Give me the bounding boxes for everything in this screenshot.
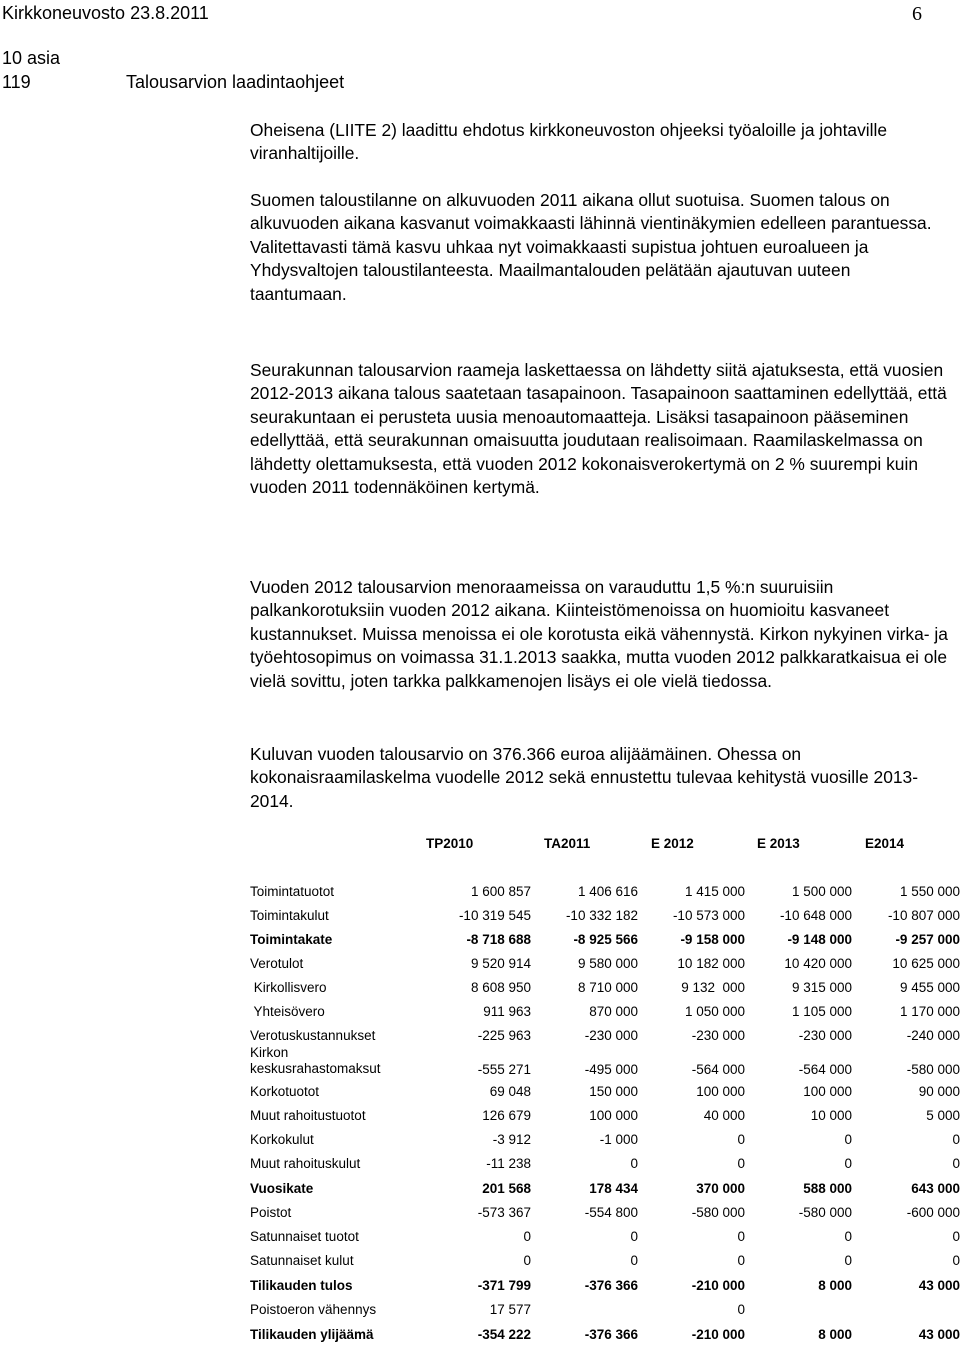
row-label: Satunnaiset tuotot	[250, 1229, 359, 1244]
table-cell: 0	[630, 1253, 638, 1268]
table-cell: 0	[737, 1302, 745, 1317]
table-cell: 10 182 000	[677, 956, 745, 971]
table-row	[250, 1181, 960, 1199]
row-label: Toimintakate	[250, 932, 333, 947]
table-cell: -230 000	[798, 1028, 852, 1043]
table-cell: 9 520 914	[470, 956, 531, 971]
table-cell: 0	[844, 1253, 852, 1268]
row-label: Verotuskustannukset	[250, 1028, 376, 1043]
table-cell: 8 000	[818, 1278, 852, 1293]
table-cell: 1 050 000	[684, 1004, 745, 1019]
table-cell: -240 000	[906, 1028, 960, 1043]
table-cell: -230 000	[691, 1028, 745, 1043]
table-cell: -564 000	[798, 1062, 852, 1077]
table-row	[250, 932, 960, 950]
table-cell: 0	[952, 1156, 960, 1171]
row-label: Satunnaiset kulut	[250, 1253, 354, 1268]
table-cell: -564 000	[691, 1062, 745, 1077]
table-cell: -210 000	[691, 1327, 745, 1342]
table-cell: 0	[523, 1229, 531, 1244]
table-cell: 0	[523, 1253, 531, 1268]
table-row	[250, 1205, 960, 1223]
table-cell: -8 718 688	[466, 932, 531, 947]
paragraph-budget-frame	[250, 359, 950, 499]
page-number: 6	[912, 3, 922, 25]
table-cell: 0	[952, 1132, 960, 1147]
column-header: E2014	[865, 836, 905, 851]
table-cell: 0	[844, 1132, 852, 1147]
table-cell: 643 000	[911, 1181, 960, 1196]
table-cell: -1 000	[599, 1132, 638, 1147]
table-cell: 1 170 000	[899, 1004, 960, 1019]
row-label: Muut rahoituskulut	[250, 1156, 361, 1171]
table-cell: 9 315 000	[791, 980, 852, 995]
table-cell: 870 000	[589, 1004, 638, 1019]
table-cell: 1 550 000	[899, 884, 960, 899]
paragraph-expenses	[250, 576, 950, 693]
table-cell: 178 434	[589, 1181, 638, 1196]
table-cell: 1 406 616	[577, 884, 638, 899]
table-cell: -3 912	[492, 1132, 531, 1147]
column-header: E 2013	[757, 836, 800, 851]
row-label: Vuosikate	[250, 1181, 314, 1196]
table-row	[250, 1108, 960, 1126]
table-row	[250, 1302, 960, 1320]
table-cell: 100 000	[589, 1108, 638, 1123]
table-cell: 0	[952, 1253, 960, 1268]
table-cell: 100 000	[803, 1084, 852, 1099]
row-label: Korkotuotot	[250, 1084, 320, 1099]
row-label: Poistoeron vähennys	[250, 1302, 377, 1317]
row-label: Tilikauden tulos	[250, 1278, 353, 1293]
table-cell: -11 238	[486, 1156, 531, 1171]
table-cell: 370 000	[696, 1181, 745, 1196]
table-cell: 201 568	[482, 1181, 531, 1196]
row-label: Korkokulut	[250, 1132, 314, 1147]
section-number: 119	[2, 72, 31, 92]
table-cell: 0	[737, 1132, 745, 1147]
table-row	[250, 1278, 960, 1296]
row-label: Yhteisövero	[250, 1004, 325, 1019]
table-cell: 17 577	[489, 1302, 531, 1317]
table-cell: 0	[952, 1229, 960, 1244]
column-header: TA2011	[544, 836, 591, 851]
table-row	[250, 1132, 960, 1150]
table-row	[250, 980, 960, 998]
row-label: Toimintatuotot	[250, 884, 335, 899]
row-label: Tilikauden ylijäämä	[250, 1327, 374, 1342]
table-cell: -230 000	[584, 1028, 638, 1043]
table-cell: -9 257 000	[895, 932, 960, 947]
column-header: E 2012	[651, 836, 694, 851]
table-row	[250, 1327, 960, 1345]
row-label: Muut rahoitustuotot	[250, 1108, 366, 1123]
table-cell: 90 000	[918, 1084, 960, 1099]
paragraph-text: Seurakunnan talousarvion raameja laskettaessa on lähdetty siitä ajatuksesta, että vuosien 2012-2013 aikana talous saatetaan tasapainoon. Tasapainoon saattaminen edellyttää, että seurakuntaan ei perusteta uusia menoautomaatteja. Lisäksi tasapainoon pääseminen edellyttää, että seurakunnan omaisuutta joudutaan realisoimaan. Raamilaskelmassa on lähdetty olettamuksesta, että vuoden 2012 kokonaisverokertymä on 2 % suurempi kuin vuoden 2011 todennäköinen kertymä.	[250, 360, 947, 498]
agenda-item-label: 10 asia	[2, 48, 61, 68]
table-cell: -10 807 000	[887, 908, 960, 923]
table-row	[250, 1028, 960, 1046]
table-cell: 9 580 000	[577, 956, 638, 971]
table-cell: 10 625 000	[892, 956, 960, 971]
table-cell: -354 222	[477, 1327, 531, 1342]
table-cell: 100 000	[696, 1084, 745, 1099]
paragraph-summary	[250, 743, 950, 813]
row-label: Verotulot	[250, 956, 304, 971]
table-cell: -9 148 000	[787, 932, 852, 947]
table-row	[250, 884, 960, 902]
table-cell: 8 710 000	[577, 980, 638, 995]
table-cell: 8 608 950	[470, 980, 531, 995]
paragraph-economy	[250, 189, 950, 306]
table-cell: 43 000	[918, 1278, 960, 1293]
table-cell: -580 000	[798, 1205, 852, 1220]
table-cell: 0	[737, 1253, 745, 1268]
table-row	[250, 956, 960, 974]
table-cell: 126 679	[482, 1108, 531, 1123]
table-cell: 1 415 000	[684, 884, 745, 899]
table-cell: 150 000	[589, 1084, 638, 1099]
table-cell: -371 799	[477, 1278, 531, 1293]
table-cell: -225 963	[477, 1028, 531, 1043]
table-cell: -210 000	[691, 1278, 745, 1293]
table-cell: -580 000	[691, 1205, 745, 1220]
table-cell: 9 132 000	[681, 980, 745, 995]
table-cell: -376 366	[584, 1327, 638, 1342]
table-cell: -10 648 000	[779, 908, 852, 923]
table-cell: 43 000	[918, 1327, 960, 1342]
table-cell: 9 455 000	[899, 980, 960, 995]
table-cell: -10 573 000	[672, 908, 745, 923]
table-cell: -554 800	[584, 1205, 638, 1220]
table-cell: -600 000	[906, 1205, 960, 1220]
row-label: Kirkollisvero	[250, 980, 327, 995]
table-cell: 0	[737, 1156, 745, 1171]
table-cell: -573 367	[477, 1205, 531, 1220]
table-cell: -495 000	[584, 1062, 638, 1077]
table-cell: -8 925 566	[573, 932, 638, 947]
table-row	[250, 1253, 960, 1271]
table-row	[250, 1156, 960, 1174]
table-cell: 69 048	[489, 1084, 531, 1099]
paragraph-text: Suomen taloustilanne on alkuvuoden 2011 aikana ollut suotuisa. Suomen talous on alkuvuoden aikana kasvanut voimakkaasti lähinnä vientinäkymien edelleen parantuessa. Valitettavasti tämä kasvu uhkaa nyt voimakkaasti supistua johtuen euroalueen ja Yhdysvaltojen taloustilanteesta. Maailmantalouden pelätään ajautuvan uuteen taantumaan.	[250, 190, 932, 304]
document-header-title: Kirkkoneuvosto 23.8.2011	[2, 3, 209, 23]
table-row	[250, 908, 960, 926]
table-cell: -9 158 000	[680, 932, 745, 947]
table-cell: 10 420 000	[784, 956, 852, 971]
table-cell: 588 000	[803, 1181, 852, 1196]
section-title: Talousarvion laadintaohjeet	[126, 72, 345, 92]
table-cell: 911 963	[483, 1004, 531, 1019]
table-cell: 0	[630, 1229, 638, 1244]
row-label: Toimintakulut	[250, 908, 329, 923]
table-cell: 40 000	[703, 1108, 745, 1123]
paragraph-text: Vuoden 2012 talousarvion menoraameissa on varauduttu 1,5 %:n suuruisiin palkankorotuksiin vuoden 2012 aikana. Kiinteistömenoissa on huomioitu kasvaneet kustannukset. Muissa menoissa ei ole korotusta eikä vähennystä. Kirkon nykyinen virka- ja työehtosopimus on voimassa 31.1.2013 saakka, mutta vuoden 2012 palkkaratkaisua ei ole vielä sovittu, joten tarkka palkkamenojen lisäys ei ole vielä tiedossa.	[250, 577, 948, 691]
column-header: TP2010	[426, 836, 474, 851]
table-header	[250, 836, 960, 856]
table-cell: -555 271	[477, 1062, 531, 1077]
table-row	[250, 1045, 960, 1079]
paragraph-attachment	[250, 119, 950, 166]
table-cell: 0	[737, 1229, 745, 1244]
table-cell: -376 366	[584, 1278, 638, 1293]
row-label: Kirkon keskusrahastomaksut	[250, 1045, 381, 1076]
table-cell: 0	[844, 1229, 852, 1244]
table-cell: 1 600 857	[470, 884, 531, 899]
table-row	[250, 1229, 960, 1247]
table-cell: -580 000	[906, 1062, 960, 1077]
paragraph-text: Kuluvan vuoden talousarvio on 376.366 euroa alijäämäinen. Ohessa on kokonaisraamilaskelma vuodelle 2012 sekä ennustettu tulevaa kehitystä vuosille 2013-2014.	[250, 744, 919, 811]
paragraph-text: Oheisena (LIITE 2) laadittu ehdotus kirkkoneuvoston ohjeeksi työaloille ja johtaville viranhaltijoille.	[250, 120, 888, 164]
table-row	[250, 1004, 960, 1022]
table-cell: 1 500 000	[791, 884, 852, 899]
table-cell: 0	[630, 1156, 638, 1171]
table-cell: 10 000	[810, 1108, 852, 1123]
row-label: Poistot	[250, 1205, 292, 1220]
table-row	[250, 1084, 960, 1102]
table-cell: 5 000	[926, 1108, 960, 1123]
table-cell: 0	[844, 1156, 852, 1171]
table-cell: 8 000	[818, 1327, 852, 1342]
table-cell: 1 105 000	[791, 1004, 852, 1019]
table-cell: -10 319 545	[458, 908, 531, 923]
table-cell: -10 332 182	[565, 908, 638, 923]
